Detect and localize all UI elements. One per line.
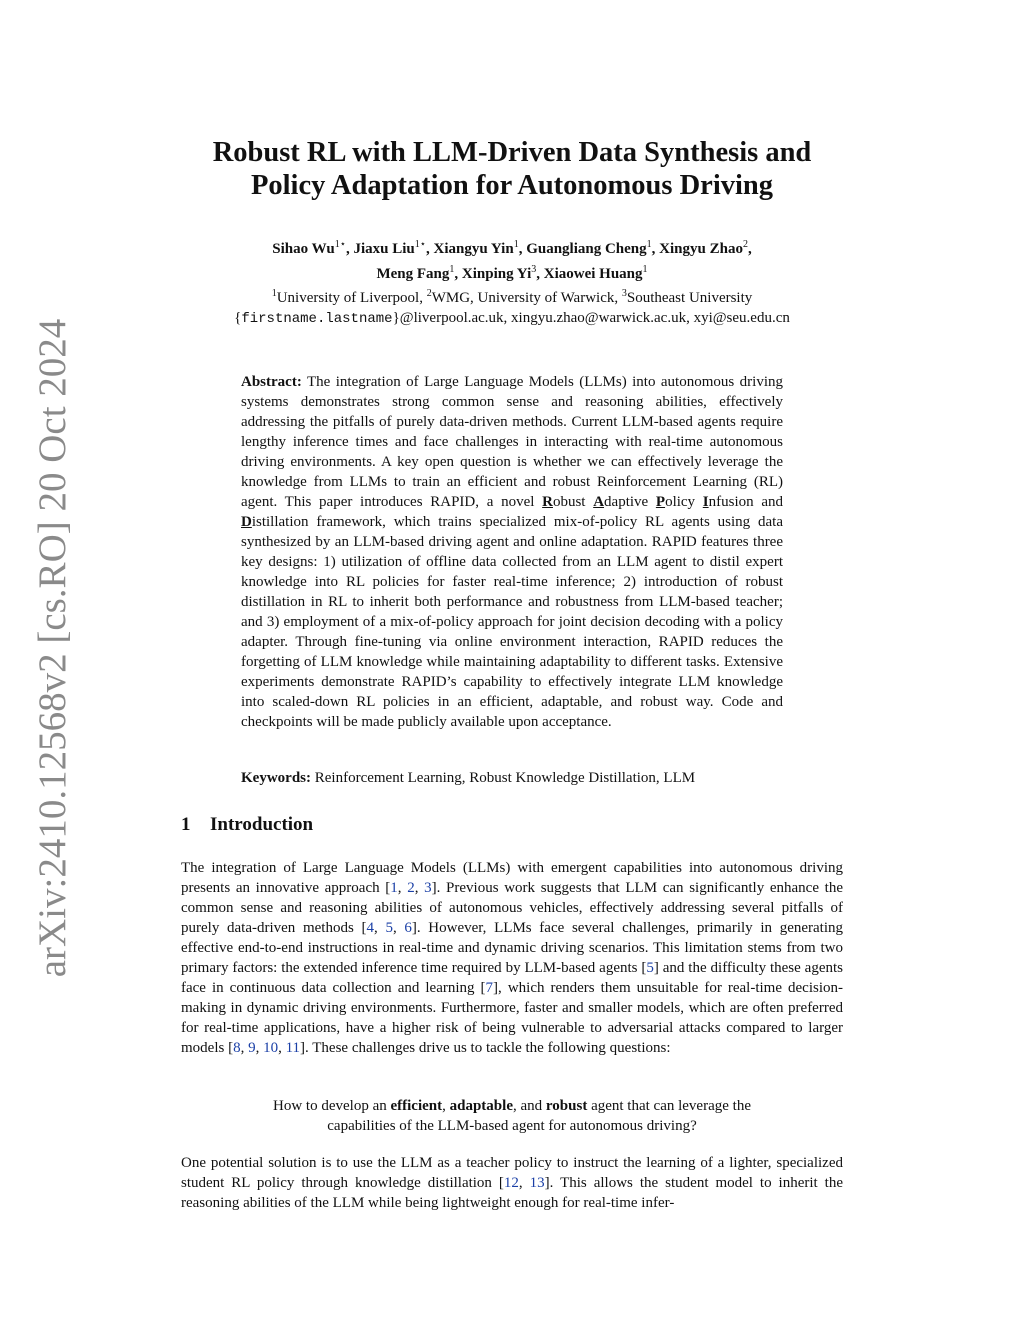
- intro-paragraph-1: The integration of Large Language Models (LLMs) with emergent capabilities into autonomous driving presents an innovative approach [1, 2, 3]. Previous work suggests that LLM can significantly enhance the common sense and reasoning abilities of autonomous vehicles, effectively addressing several pitfalls of purely data-driven methods [4, 5, 6]. However, LLMs face several challenges, primarily in generating effective end-to-end instructions in real-time and dynamic driving scenarios. This limitation stems from two primary factors: the extended inference time required by LLM-based agents [5] and the difficulty these agents face in continuous data collection and learning [7], which renders them unsuitable for real-time decision-making in dynamic driving environments. Furthermore, faster and smaller models, which are often preferred for real-time applications, have a higher risk of being vulnerable to adversarial attacks compared to larger models [8, 9, 10, 11]. These challenges drive us to tackle the following questions:: [181, 860, 843, 1056]
- citation-link[interactable]: 2: [407, 880, 415, 896]
- author-mark: 1⋆: [334, 239, 346, 250]
- author-name: Sihao Wu: [272, 241, 335, 257]
- author-mark: 1: [642, 263, 648, 275]
- affiliation: Southeast University: [626, 290, 753, 306]
- intro-paragraph-2: One potential solution is to use the LLM as a teacher policy to instruct the learning of a lighter, specialized student RL policy through knowledge distillation [12, 13]. This allows the student model to inherit the reasoning abilities of the LLM while being lightweight enough for real-time infer-: [181, 1155, 844, 1211]
- author-name: Guangliang Cheng: [526, 241, 647, 257]
- keywords: Keywords: Reinforcement Learning, Robust Knowledge Distillation, LLM: [241, 770, 696, 786]
- author-name: Xiangyu Yin: [433, 241, 514, 257]
- citation-link[interactable]: 3: [424, 880, 432, 896]
- citation-link[interactable]: 5: [385, 920, 393, 936]
- abstract: Abstract: The integration of Large Language Models (LLMs) into autonomous driving systems demonstrates strong common sense and reasoning abilities, effectively addressing the pitfalls of purely data-driven methods. Current LLM-based agents require lengthy inference times and face challenges in interacting with real-time autonomous driving environments. A key open question is whether we can effectively leverage the knowledge from LLMs to train an efficient and robust Reinforcement Learning (RL) agent. This paper introduces RAPID, a novel Robust Adaptive Policy Infusion and Distillation framework, which trains specialized mix-of-policy RL agents using data synthesized by an LLM-based driving agent and online adaptation. RAPID features three key designs: 1) utilization of offline data collected from an LLM agent to distil expert knowledge into RL policies for faster real-time inference; 2) introduction of robust distillation in RL to inherit both performance and robustness from LLM-based teacher; and 3) employment of a mix-of-policy approach for joint decision decoding with a policy adapter. Through fine-tuning via online environment interaction, RAPID reduces the forgetting of LLM knowledge while maintaining adaptability to different tasks. Extensive experiments demonstrate RAPID’s capability to effectively integrate LLM knowledge into scaled-down RL policies in an efficient, adaptable, and robust way. Code and checkpoints will be made publicly available upon acceptance.: [241, 374, 783, 730]
- aff-mark: 2: [426, 288, 432, 299]
- citation-link[interactable]: 9: [248, 1040, 256, 1056]
- author-name: Meng Fang: [376, 265, 450, 282]
- arxiv-side-stamp: arXiv:2410.12568v2 [cs.RO] 20 Oct 2024: [31, 318, 74, 978]
- section-number: 1: [181, 814, 191, 835]
- citation-link[interactable]: 5: [646, 960, 654, 976]
- affiliation: University of Liverpool,: [276, 290, 427, 306]
- author-name: Jiaxu Liu: [353, 241, 415, 257]
- author-name: Xingyu Zhao: [659, 241, 743, 257]
- author-block: [130, 235, 894, 329]
- email-list: }@liverpool.ac.uk, xingyu.zhao@warwick.ac.uk, xyi@seu.edu.cn: [392, 309, 790, 326]
- author-name: Xiaowei Huang: [543, 265, 643, 282]
- author-mark: 1: [513, 239, 519, 250]
- affiliations: [130, 284, 894, 309]
- author-mark: 1: [449, 263, 455, 275]
- affiliation: WMG, University of Warwick,: [431, 290, 622, 306]
- citation-link[interactable]: 1: [390, 880, 398, 896]
- citation-link[interactable]: 13: [529, 1175, 545, 1191]
- paper-title: [130, 136, 894, 202]
- emphasis: robust: [545, 1098, 588, 1114]
- emphasis: efficient: [390, 1098, 443, 1114]
- emphasis: adaptable: [449, 1098, 513, 1114]
- author-mark: 1: [646, 239, 652, 250]
- title-line-1: Robust RL with LLM-Driven Data Synthesis and: [212, 137, 812, 168]
- citation-link[interactable]: 11: [285, 1040, 301, 1056]
- aff-mark: 1: [271, 288, 277, 299]
- citation-link[interactable]: 12: [503, 1175, 519, 1191]
- email-template: firstname.lastname: [241, 310, 393, 327]
- citation-link[interactable]: 6: [404, 920, 412, 936]
- author-name: Xinping Yi: [461, 265, 532, 282]
- aff-mark: 3: [621, 288, 627, 299]
- author-mark: 1⋆: [414, 239, 427, 250]
- section-title: Introduction: [210, 814, 314, 835]
- citation-link[interactable]: 4: [366, 920, 374, 936]
- citation-link[interactable]: 8: [233, 1040, 241, 1056]
- abstract-label: Abstract:: [241, 374, 302, 390]
- keywords-label: Keywords:: [241, 770, 311, 786]
- question-line-1: How to develop an efficient, adaptable, and robust agent that can leverage the: [273, 1098, 751, 1114]
- citation-link[interactable]: 7: [485, 980, 494, 996]
- author-mark: 3: [531, 263, 537, 275]
- author-mark: 2: [742, 239, 748, 250]
- title-line-2: Policy Adaptation for Autonomous Driving: [250, 170, 774, 201]
- author-line-2: Meng Fang$^1$, Xinping Yi$^3$, Xiaowei Huang$^1$: [376, 263, 648, 282]
- author-line-1: Sihao $Wu^{1⋆}$, Jiaxu Liu$^{1⋆}$, Xiangyu Yin$^1$, Guangliang Cheng$^1$, Xingyu Zhao$^2$,: [272, 239, 752, 257]
- citation-link[interactable]: 10: [263, 1040, 279, 1056]
- question-line-2: capabilities of the LLM-based agent for autonomous driving?: [327, 1118, 697, 1134]
- research-question: [181, 1096, 843, 1136]
- section-heading-introduction: [181, 814, 313, 836]
- emails: {firstname.lastname}@liverpool.ac.uk, xingyu.zhao@warwick.ac.uk, xyi@seu.edu.cn: [234, 309, 790, 327]
